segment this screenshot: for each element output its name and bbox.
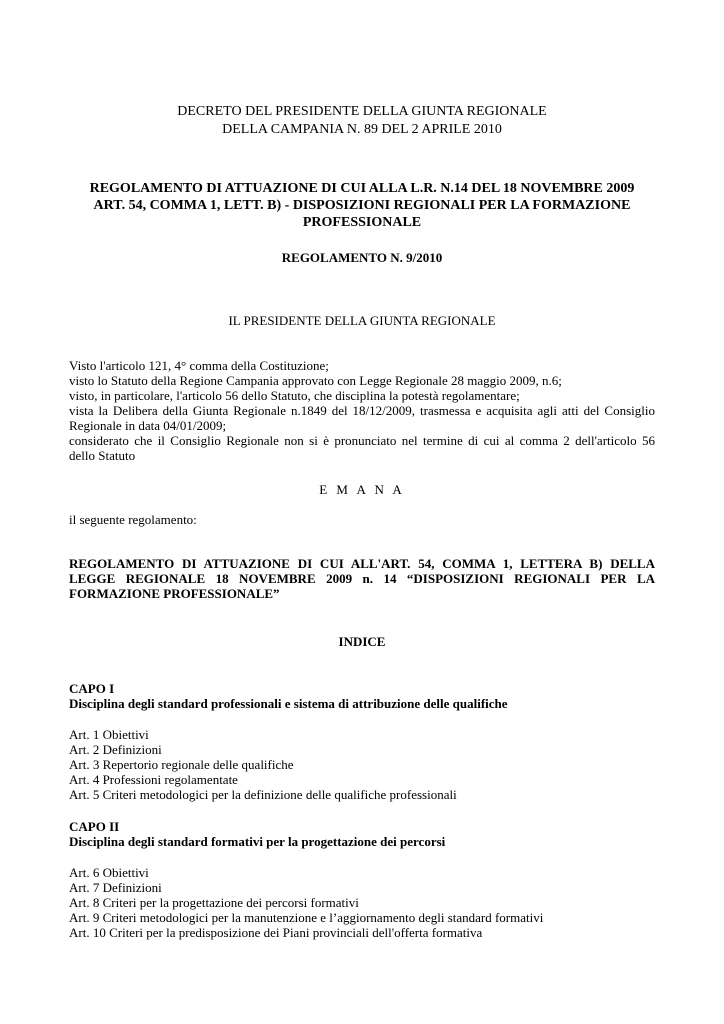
article-item: Art. 3 Repertorio regionale delle qualifiche (69, 757, 294, 772)
regulation-full-title (69, 556, 655, 601)
regulation-full-title-line-2: LEGGE REGIONALE 18 NOVEMBRE 2009 n. 14 “DISPOSIZIONI REGIONALI PER LA (69, 571, 655, 586)
decree-header-line-2: DELLA CAMPANIA N. 89 DEL 2 APRILE 2010 (222, 122, 502, 137)
premise-line: visto lo Statuto della Regione Campania approvato con Legge Regionale 28 maggio 2009, n.6; (69, 373, 562, 388)
regulation-number: REGOLAMENTO N. 9/2010 (281, 250, 443, 265)
chapter-2-subtitle: Disciplina degli standard formativi per la progettazione dei percorsi (69, 834, 446, 849)
decree-header (69, 103, 655, 139)
regulation-title-line-3: PROFESSIONALE (302, 215, 422, 230)
chapter-1-heading: CAPO I (69, 681, 115, 696)
index-heading: INDICE (338, 634, 386, 649)
article-item: Art. 7 Definizioni (69, 880, 162, 895)
premise-line: considerato che il Consiglio Regionale non si è pronunciato nel termine di cui al comma 2 dell'articolo 56 (69, 433, 655, 448)
article-item: Art. 5 Criteri metodologici per la definizione delle qualifiche professionali (69, 787, 457, 802)
regulation-title (69, 180, 655, 231)
premise-line: vista la Delibera della Giunta Regionale n.1849 del 18/12/2009, trasmessa e acquisita agli atti del Consiglio (69, 403, 655, 418)
premise-line: Regionale in data 04/01/2009; (69, 418, 227, 433)
decree-header-line-1: DECRETO DEL PRESIDENTE DELLA GIUNTA REGIONALE (177, 104, 547, 119)
chapter-1-articles (69, 727, 655, 802)
article-item: Art. 10 Criteri per la predisposizione dei Piani provinciali dell'offerta formativa (69, 925, 483, 940)
regulation-full-title-line-3: FORMAZIONE PROFESSIONALE” (69, 586, 280, 601)
chapter-1-subtitle: Disciplina degli standard professionali e sistema di attribuzione delle qualifiche (69, 696, 508, 711)
article-item: Art. 8 Criteri per la progettazione dei percorsi formativi (69, 895, 359, 910)
premise-line: visto, in particolare, l'articolo 56 dello Statuto, che disciplina la potestà regolamentare; (69, 388, 520, 403)
chapter-2-articles (69, 865, 655, 940)
chapter-2-heading: CAPO II (69, 819, 120, 834)
president-heading: IL PRESIDENTE DELLA GIUNTA REGIONALE (228, 313, 496, 328)
emana-heading: E M A N A (319, 482, 405, 497)
chapter-1-header (69, 681, 655, 711)
premise-line: dello Statuto (69, 448, 136, 463)
article-item: Art. 4 Professioni regolamentate (69, 772, 238, 787)
premises (69, 358, 655, 463)
article-item: Art. 2 Definizioni (69, 742, 162, 757)
regulation-full-title-line-1: REGOLAMENTO DI ATTUAZIONE DI CUI ALL'ART. 54, COMMA 1, LETTERA B) DELLA (69, 556, 655, 571)
premise-line: Visto l'articolo 121, 4° comma della Costituzione; (69, 358, 329, 373)
article-item: Art. 1 Obiettivi (69, 727, 149, 742)
regulation-title-line-1: REGOLAMENTO DI ATTUAZIONE DI CUI ALLA L.R. N.14 DEL 18 NOVEMBRE 2009 (89, 181, 635, 196)
article-item: Art. 6 Obiettivi (69, 865, 149, 880)
seguente-text: il seguente regolamento: (69, 512, 197, 527)
article-item: Art. 9 Criteri metodologici per la manutenzione e l’aggiornamento degli standard formativi (69, 910, 544, 925)
regulation-title-line-2: ART. 54, COMMA 1, LETT. B) - DISPOSIZIONI REGIONALI PER LA FORMAZIONE (93, 198, 631, 213)
chapter-2-header (69, 819, 655, 849)
